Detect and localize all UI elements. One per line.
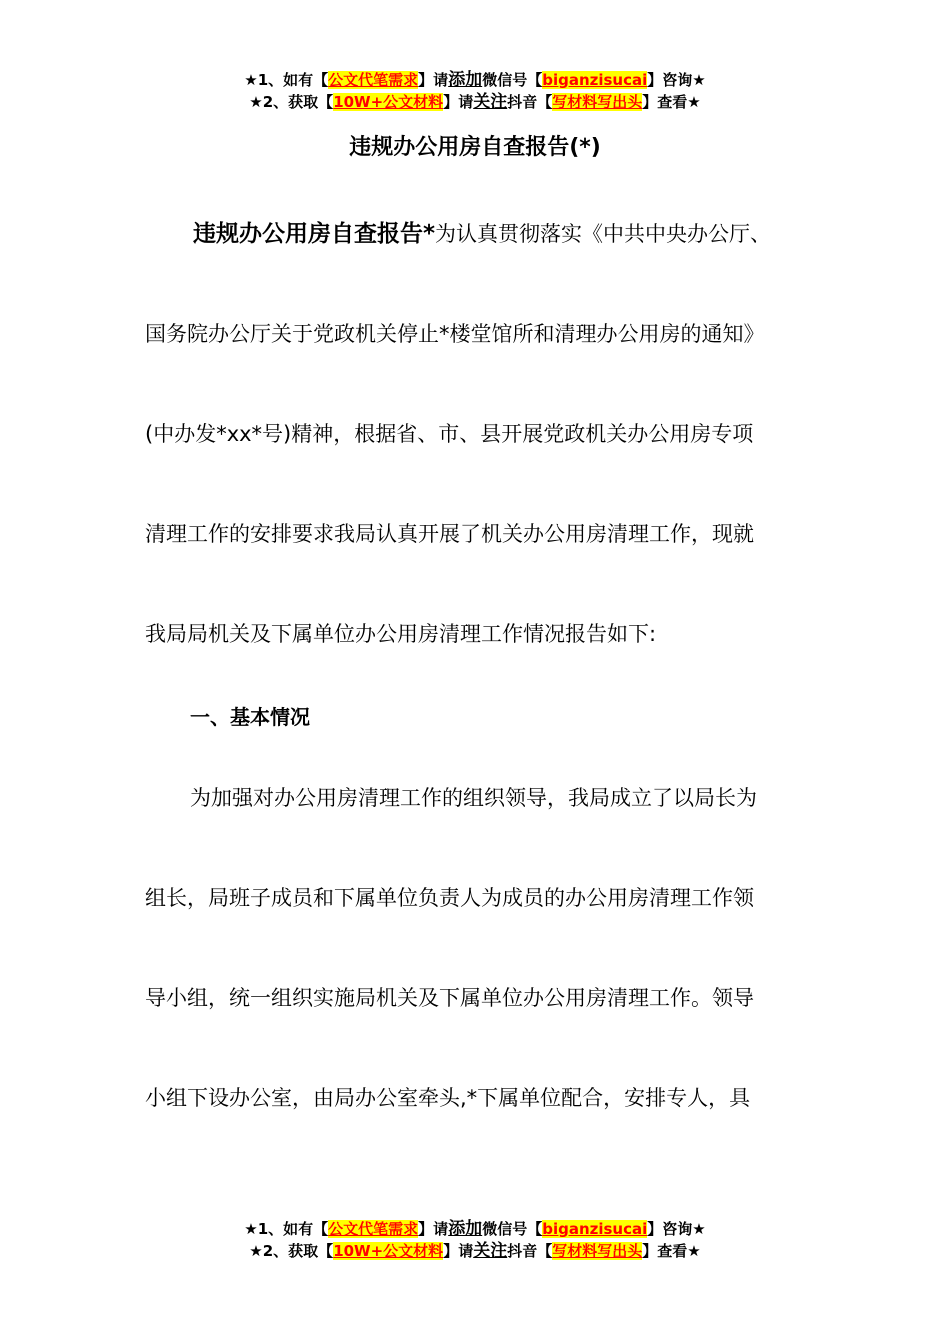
promo-text: ★2、获取【 (249, 93, 334, 111)
promo-text: 抖音【 (507, 93, 553, 111)
promo-douyin-id: 写材料写出头 (552, 93, 643, 111)
promo-text: 微信号【 (482, 1220, 543, 1238)
paragraph-line: 导小组，统一组织实施局机关及下属单位办公用房清理工作。领导 (145, 986, 754, 1010)
promo-highlight: 10W+公文材料 (333, 1242, 444, 1260)
paragraph-line: 组长，局班子成员和下属单位负责人为成员的办公用房清理工作领 (145, 886, 754, 910)
paragraph-text: 为认真贯彻落实《中共中央办公厅、 (435, 222, 772, 246)
promo-emphasis: 关注 (473, 92, 508, 112)
promo-highlight: 公文代笔需求 (328, 1220, 419, 1238)
paragraph-line: 为加强对办公用房清理工作的组织领导，我局成立了以局长为 (190, 786, 757, 810)
promo-line-1 (0, 1218, 950, 1240)
promo-text: 】请 (418, 1220, 449, 1238)
promo-highlight: 公文代笔需求 (328, 71, 419, 89)
paragraph-line: (中办发*xx*号)精神，根据省、市、县开展党政机关办公用房专项 (145, 422, 754, 446)
promo-emphasis: 添加 (448, 70, 483, 90)
promo-douyin-id: 写材料写出头 (552, 1242, 643, 1260)
paragraph-line: 国务院办公厅关于党政机关停止*楼堂馆所和清理办公用房的通知》 (145, 322, 765, 346)
promo-text: 微信号【 (482, 71, 543, 89)
promo-text: 】请 (418, 71, 449, 89)
promo-line-2 (0, 1240, 950, 1262)
promo-wechat-id: biganzisucai (542, 71, 648, 89)
promo-wechat-id: biganzisucai (542, 1220, 648, 1238)
paragraph-line: 清理工作的安排要求我局认真开展了机关办公用房清理工作，现就 (145, 522, 754, 546)
promo-text: ★2、获取【 (249, 1242, 334, 1260)
paragraph-line (193, 219, 771, 249)
promo-text: 】请 (443, 93, 474, 111)
promo-banner-top (0, 69, 950, 113)
promo-highlight: 10W+公文材料 (333, 93, 444, 111)
promo-text: 】查看★ (642, 93, 701, 111)
paragraph-line: 小组下设办公室，由局办公室牵头,*下属单位配合，安排专人，具 (145, 1086, 751, 1110)
promo-text: ★1、如有【 (244, 1220, 329, 1238)
document-title: 违规办公用房自查报告(*) (349, 135, 601, 160)
paragraph-line: 我局局机关及下属单位办公用房清理工作情况报告如下: (145, 622, 657, 646)
section-heading: 一、基本情况 (190, 705, 310, 729)
promo-line-1 (0, 69, 950, 91)
promo-text: 】查看★ (642, 1242, 701, 1260)
promo-text: ★1、如有【 (244, 71, 329, 89)
promo-text: 】咨询★ (647, 71, 706, 89)
promo-banner-bottom (0, 1218, 950, 1262)
promo-emphasis: 关注 (473, 1241, 508, 1261)
promo-text: 】咨询★ (647, 1220, 706, 1238)
promo-text: 】请 (443, 1242, 474, 1260)
promo-line-2 (0, 91, 950, 113)
promo-emphasis: 添加 (448, 1219, 483, 1239)
promo-text: 抖音【 (507, 1242, 553, 1260)
lead-bold-text: 违规办公用房自查报告* (193, 221, 436, 247)
